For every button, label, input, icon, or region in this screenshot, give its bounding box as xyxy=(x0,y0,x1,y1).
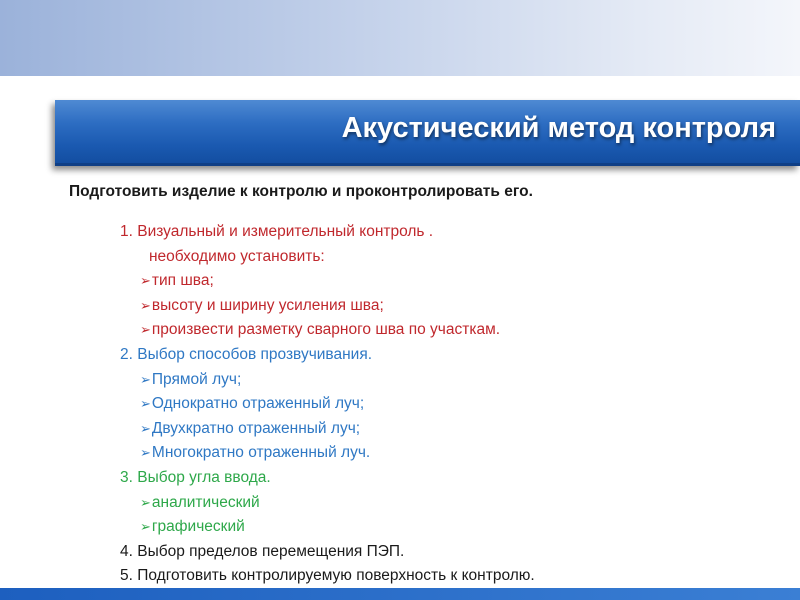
slide-title: Акустический метод контроля xyxy=(341,112,776,144)
arrow-bullet-icon: ➢ xyxy=(140,445,151,461)
arrow-bullet-icon: ➢ xyxy=(140,371,151,387)
sub-item: ➢Однократно отраженный луч; xyxy=(140,395,365,413)
sub-item: ➢Двухкратно отраженный луч; xyxy=(140,419,361,437)
arrow-bullet-icon: ➢ xyxy=(140,273,151,289)
sub-item: ➢высоту и ширину усиления шва; xyxy=(140,296,384,314)
list-item-1-continuation: необходимо установить: xyxy=(149,247,325,265)
steps-list xyxy=(120,220,780,589)
sub-item: ➢произвести разметку сварного шва по участкам. xyxy=(140,321,501,339)
list-item-1: 1. Визуальный и измерительный контроль . xyxy=(120,223,434,240)
list-item-4: 4. Выбор пределов перемещения ПЭП. xyxy=(120,542,405,560)
sub-item: ➢Многократно отраженный луч. xyxy=(140,444,371,462)
sub-item: ➢Прямой луч; xyxy=(140,370,242,388)
sub-item: ➢тип шва; xyxy=(140,272,214,290)
arrow-bullet-icon: ➢ xyxy=(140,322,151,338)
list-item-3: 3. Выбор угла ввода. xyxy=(120,468,271,486)
slide-subtitle: Подготовить изделие к контролю и проконтролировать его. xyxy=(69,183,533,200)
sub-item: ➢аналитический xyxy=(140,493,260,511)
bottom-decorative-band xyxy=(0,588,800,600)
sub-item: ➢графический xyxy=(140,518,245,536)
list-item-2: 2. Выбор способов прозвучивания. xyxy=(120,345,373,363)
title-bar xyxy=(55,100,800,166)
arrow-bullet-icon: ➢ xyxy=(140,494,151,510)
arrow-bullet-icon: ➢ xyxy=(140,519,151,535)
top-decorative-band xyxy=(0,0,800,76)
arrow-bullet-icon: ➢ xyxy=(140,297,151,313)
arrow-bullet-icon: ➢ xyxy=(140,420,151,436)
list-item-5: 5. Подготовить контролируемую поверхность к контролю. xyxy=(120,567,535,585)
arrow-bullet-icon: ➢ xyxy=(140,396,151,412)
